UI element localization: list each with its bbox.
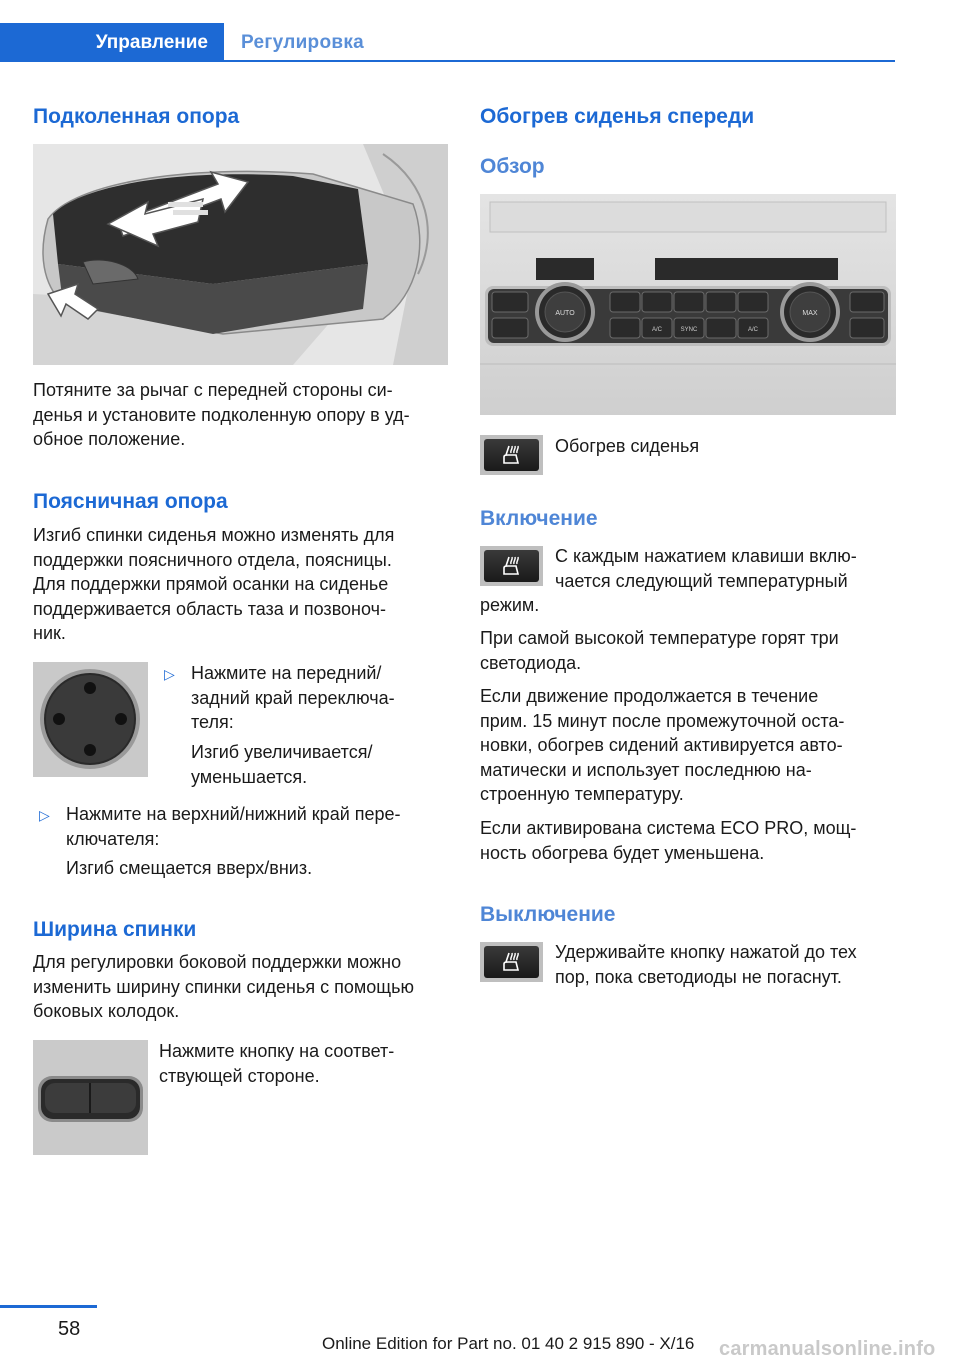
bullet2-line-1: Нажмите на верхний/нижний край пере‐ (66, 804, 401, 824)
header-rule (0, 60, 895, 62)
on-p4-line-1: Если активирована система ECO PRO, мощ‐ (480, 818, 857, 838)
header-tab-active-label: Управление (95, 31, 208, 53)
switch-off-text (555, 940, 900, 989)
seat-heating-icon-box-3 (480, 942, 543, 982)
lumbar-support-heading: Поясничная опора (33, 490, 228, 513)
width-instruction-line-1: Нажмите кнопку на соответ‐ (159, 1041, 395, 1061)
knee-text-line-1: Потяните за рычаг с передней стороны си‐ (33, 380, 393, 400)
lumbar-text-line-1: Изгиб спинки сиденья можно изменять для (33, 525, 395, 545)
bullet1-line-2: задний край переключа‐ (191, 687, 395, 708)
switch-on-intro (555, 544, 900, 593)
width-text-line-1: Для регулировки боковой поддержки можно (33, 952, 402, 972)
seat-drawing (33, 144, 448, 365)
seat-heating-icon (500, 554, 524, 578)
backrest-width-text (33, 950, 453, 1024)
footer-edition-text: Online Edition for Part no. 01 40 2 915 890 - X/16 (322, 1334, 695, 1353)
lumbar-bullet-2 (66, 802, 456, 851)
lumbar-switch-illustration (33, 662, 148, 777)
on-p3-line-4: матически и использует последнюю на‐ (480, 759, 812, 780)
on-p3-line-5: строенную температуру. (480, 784, 684, 804)
bullet1-line-1: Нажмите на передний/ (191, 663, 382, 683)
on-p2-line-2: светодиода. (480, 652, 582, 673)
seat-heating-icon-caption: Обогрев сиденья (555, 436, 700, 456)
switch-on-intro-tail: режим. (480, 595, 540, 615)
seat-heating-icon-box-2 (480, 546, 543, 586)
width-instruction-line-2: ствующей стороне. (159, 1065, 320, 1086)
bullet-triangle-icon-2: ▷ (39, 807, 50, 823)
three-leds-text (480, 626, 900, 675)
eco-pro-text (480, 816, 900, 865)
switch-off-heading: Выключение (480, 903, 616, 926)
on-intro-line-1: С каждым нажатием клавиши вклю‐ (555, 546, 857, 566)
lumbar-text-line-4: поддерживается область таза и позвоноч‐ (33, 598, 386, 619)
knee-support-text (33, 378, 453, 452)
width-button-instruction (159, 1039, 449, 1088)
switch-on-heading: Включение (480, 507, 598, 530)
panel-sync-label: SYNC (680, 327, 698, 333)
off-text-line-1: Удерживайте кнопку нажатой до тех (555, 942, 857, 962)
panel-ac-label: A/C (651, 327, 663, 333)
on-p2-line-1: При самой высокой температуре горят три (480, 628, 839, 648)
knee-text-line-3: обное положение. (33, 429, 186, 449)
panel-max-label: MAX (802, 310, 818, 317)
overview-heading: Обзор (480, 155, 545, 178)
on-p3-line-3: новки, обогрев сидений активируется авто‐ (480, 735, 843, 755)
footer-rule (0, 1305, 97, 1308)
lumbar-text-line-2: поддержки поясничного отдела, поясницы. (33, 549, 392, 570)
watermark: carmanualsonline.info (719, 1338, 936, 1360)
lumbar-text-line-3: Для поддержки прямой осанки на сиденье (33, 574, 389, 594)
lumbar-switch-drawing (33, 662, 148, 777)
seat-knee-illustration (33, 144, 448, 365)
bullet-triangle-icon-1: ▷ (164, 666, 175, 682)
seat-heating-icon (500, 443, 524, 467)
page-number: 58 (58, 1318, 81, 1340)
header-tab-active (0, 23, 224, 62)
lumbar-text-line-5: ник. (33, 623, 66, 643)
width-text-line-3: боковых колодок. (33, 1001, 180, 1021)
on-p3-line-2: прим. 15 минут после промежуточной оста‐ (480, 710, 845, 731)
on-p3-line-1: Если движение продолжается в течение (480, 686, 819, 706)
seat-heating-icon-box-1 (480, 435, 543, 475)
header-tab-inactive: Регулировка (241, 31, 365, 53)
width-button-illustration (33, 1040, 148, 1155)
knee-support-heading: Подколенная опора (33, 105, 240, 128)
width-button-drawing (33, 1040, 148, 1155)
seat-heating-icon (500, 950, 524, 974)
on-p4-line-2: ность обогрева будет уменьшена. (480, 842, 765, 863)
panel-ac2-label: A/C (747, 327, 759, 333)
bullet1-line-3: теля: (191, 712, 234, 732)
climate-panel-illustration (480, 194, 896, 415)
seat-heating-heading: Обогрев сиденья спереди (480, 105, 755, 128)
lumbar-bullet-2-result: Изгиб смещается вверх/вниз. (66, 858, 313, 878)
lumbar-bullet-1-result (191, 740, 451, 789)
bullet1-result-line-1: Изгиб увеличивается/ (191, 742, 373, 762)
bullet1-result-line-2: уменьшается. (191, 766, 308, 787)
knee-text-line-2: денья и установите подколенную опору в уд‐ (33, 404, 410, 425)
off-text-line-2: пор, пока светодиоды не погаснут. (555, 966, 842, 987)
panel-auto-label: AUTO (555, 310, 575, 317)
lumbar-bullet-1 (191, 661, 451, 735)
width-text-line-2: изменить ширину спинки сиденья с помощью (33, 976, 414, 997)
bullet2-line-2: ключателя: (66, 828, 160, 849)
backrest-width-heading: Ширина спинки (33, 918, 197, 941)
on-intro-line-2: чается следующий температурный (555, 570, 848, 591)
lumbar-support-text (33, 523, 453, 646)
auto-activation-text (480, 684, 900, 807)
climate-panel-drawing (480, 194, 896, 415)
